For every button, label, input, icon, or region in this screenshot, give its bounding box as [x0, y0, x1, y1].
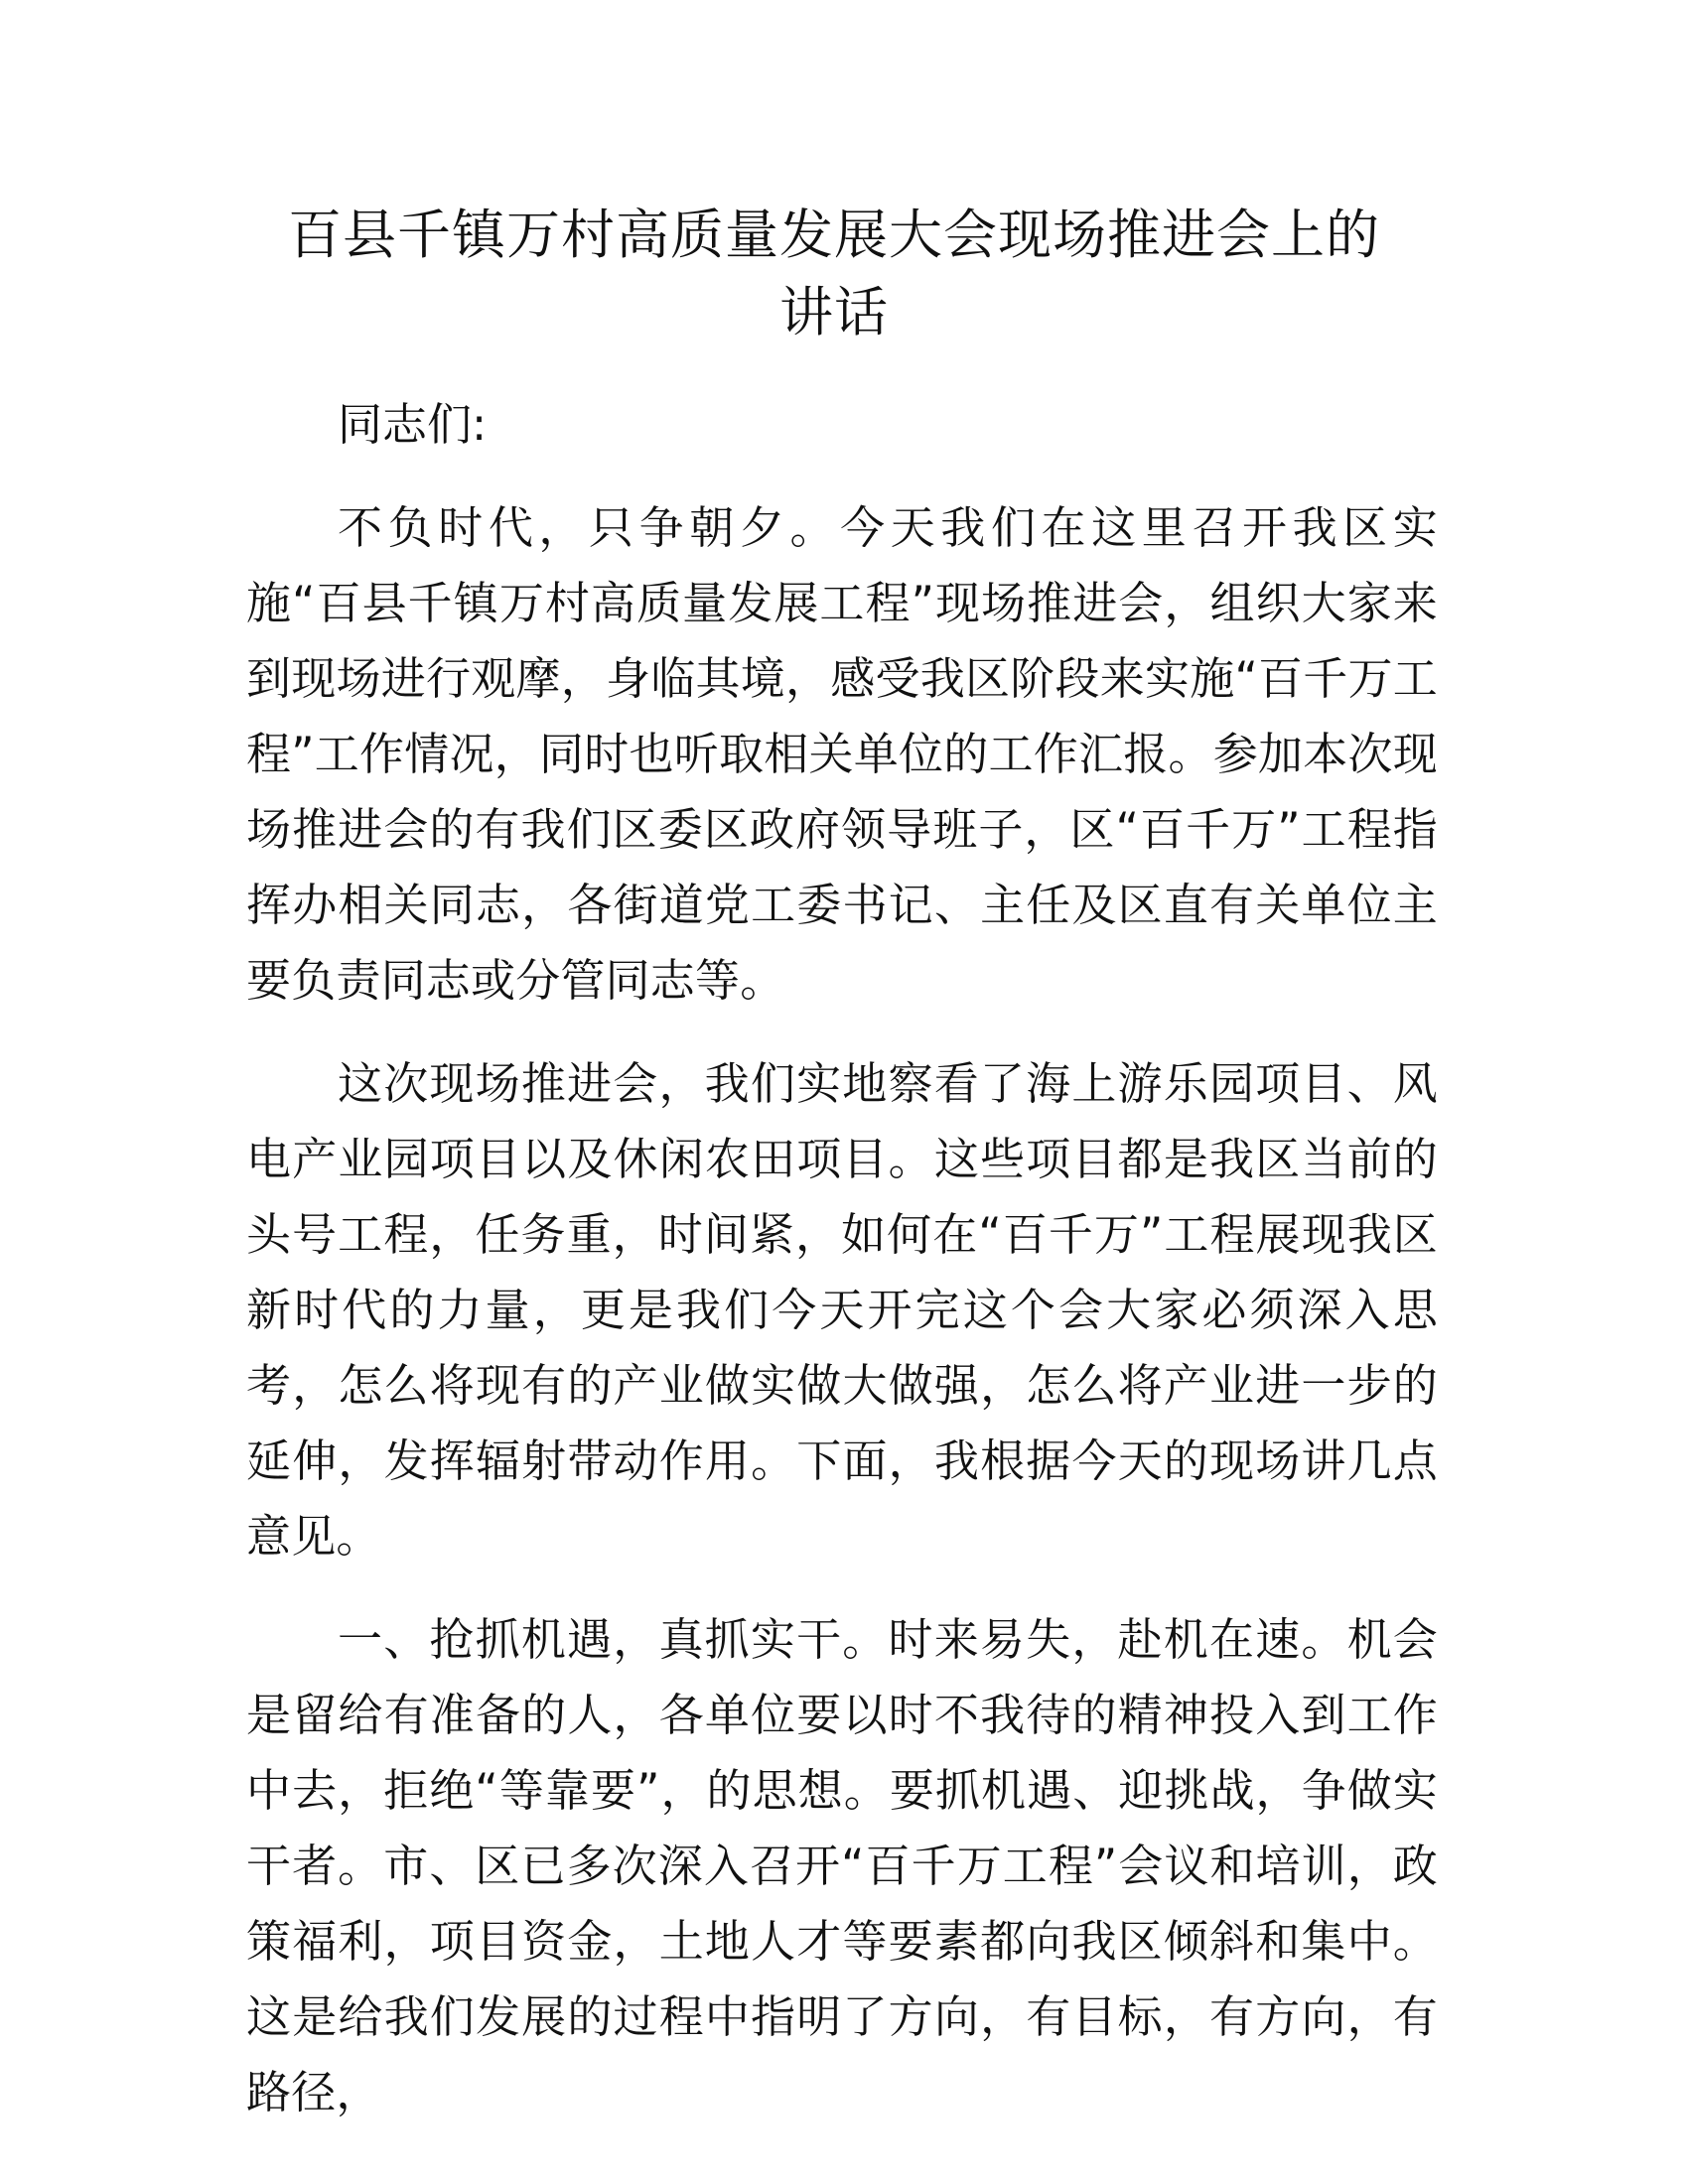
document-title: 百县千镇万村高质量发展大会现场推进会上的 讲话 — [288, 204, 1380, 343]
paragraph: 不负时代，只争朝夕。今天我们在这里召开我区实施“百县千镇万村高质量发展工程”现场推进会，组织大家来到现场进行观摩，身临其境，感受我区阶段来实施“百千万工程”工作情况，同时也听取相关单位的工作汇报。参加本次现场推进会的有我们区委区政府领导班子，区“百千万”工程指挥办相关同志，各街道党工委书记、主任及区直有关单位主要负责同志或分管同志等。 — [246, 501, 1438, 1007]
salutation: 同志们: — [338, 398, 488, 451]
paragraph: 一、抢抓机遇，真抓实干。时来易失，赴机在速。机会是留给有准备的人，各单位要以时不我待的精神投入到工作中去，拒绝“等靠要”，的思想。要抓机遇、迎挑战，争做实干者。市、区已多次深入召开“百千万工程”会议和培训，政策福利，项目资金，土地人才等要素都向我区倾斜和集中。这是给我们发展的过程中指明了方向，有目标，有方向，有路径， — [246, 1613, 1438, 2118]
paragraph: 这次现场推进会，我们实地察看了海上游乐园项目、风电产业园项目以及休闲农田项目。这些项目都是我区当前的头号工程，任务重，时间紧，如何在“百千万”工程展现我区新时代的力量，更是我们今天开完这个会大家必须深入思考，怎么将现有的产业做实做大做强，怎么将产业进一步的延伸，发挥辐射带动作用。下面，我根据今天的现场讲几点意见。 — [246, 1057, 1438, 1563]
document-body — [246, 387, 1438, 2158]
